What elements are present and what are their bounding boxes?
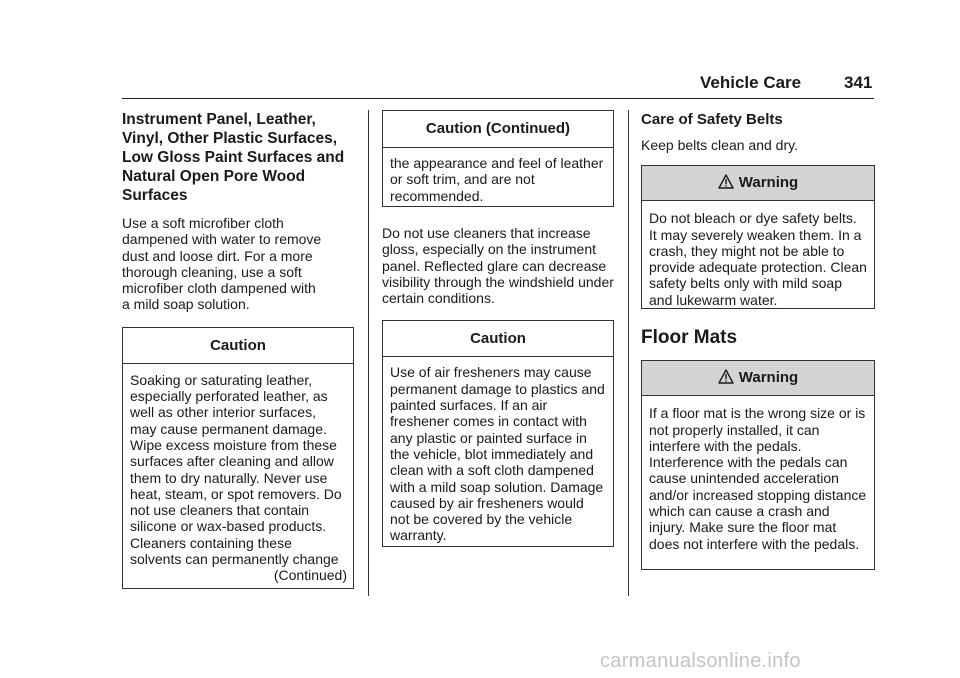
continued-label: (Continued) [273,567,347,584]
warning-title: Warning [738,174,799,192]
header-divider [122,98,874,99]
column-divider-right [628,110,629,596]
column-3 [641,110,876,570]
watermark: carmanualsonline.info [600,650,801,672]
section-heading-safety-belts: Care of Safety Belts [641,111,783,128]
warning-text: If a floor mat is the wrong size or is not properly installed, it can interfere with the pedals. Interference with the pedals can cause unintended acceleration and/or increased stopping distance which can cause a crash and injury. Make sure the floor mat does not interfere with the pedals. [649,405,867,552]
warning-box-floor-mats [641,360,875,570]
section-heading-floor-mats: Floor Mats [641,327,738,349]
gloss-cleaner-body: Do not use cleaners that increase gloss, especially on the instrument panel. Reflected glare can decrease visibility through the windshield under certain conditions. [382,225,614,307]
instrument-panel-body: Use a soft microfiber cloth dampened with water to remove dust and loose dirt. For a more thorough cleaning, use a soft microfiber cloth dampened with a mild soap solution. [122,215,322,313]
caution-continued-text: the appearance and feel of leather or soft trim, and are not recommended. [390,155,604,204]
warning-triangle-icon [718,369,734,384]
caution-text: Use of air fresheners may cause permanent damage to plastics and painted surfaces. If an air freshener comes in contact with any plastic or painted surface in the vehicle, blot immediately and clean with a soft cloth dampened with a mild soap solution. Damage caused by air fresheners would not be covered by the vehicle warranty. [390,364,605,544]
chapter-title: Vehicle Care [700,73,802,92]
caution-box-continued [382,110,614,207]
warning-triangle-icon [718,174,734,189]
caution-title: Caution [383,321,613,357]
caution-box-air-fresheners [382,320,614,547]
safety-belts-body: Keep belts clean and dry. [641,137,798,153]
column-1 [122,110,357,589]
caution-title: Caution [123,328,353,364]
section-heading-instrument-panel: Instrument Panel, Leather, Vinyl, Other Plastic Surfaces, Low Gloss Paint Surfaces and Natural Open Pore Wood Surfaces [122,111,345,204]
warning-text: Do not bleach or dye safety belts. It may severely weaken them. In a crash, they might not be able to provide adequate protection. Clean safety belts only with mild soap and lukewarm water. [649,210,867,308]
caution-text: Soaking or saturating leather, especially perforated leather, as well as other interior surfaces, may cause permanent damage. Wipe excess moisture from these surfaces after cleaning and allow them to dry naturally. Never use heat, steam, or spot removers. Do not use cleaners that contain silicone or wax-based products. Cleaners containing these solvents can permanently change [130,371,342,568]
column-2 [382,110,617,547]
warning-title: Warning [738,369,799,387]
warning-box-safety-belts [641,165,875,309]
caution-box-leather [122,327,354,589]
caution-continued-title: Caution (Continued) [383,111,613,148]
page-number: 341 [844,73,873,92]
column-divider-left [368,110,369,596]
